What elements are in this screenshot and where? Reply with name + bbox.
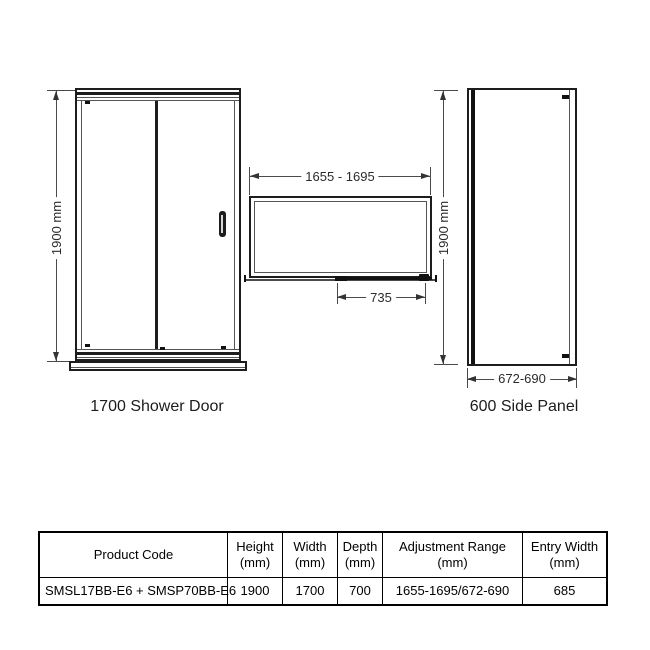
table-header-product-code xyxy=(40,533,227,578)
side-width-dimension-label: 672-690 xyxy=(494,372,550,386)
plan-track-endcap-left xyxy=(244,275,246,282)
header-unit: (mm) xyxy=(294,555,326,570)
shower-door-frame xyxy=(75,88,241,361)
table-cell-product-code: SMSL17BB-E6 + SMSP70BB-E6 xyxy=(45,582,237,598)
header-unit: (mm) xyxy=(239,555,271,570)
plan-dim-arrow-left xyxy=(250,173,259,179)
side-dim-arrow-top xyxy=(440,91,446,100)
table-header-depth xyxy=(337,533,382,578)
side-panel-clamp-bottom xyxy=(562,354,569,358)
side-panel-glass-edge-line xyxy=(569,90,570,364)
door-base-tray xyxy=(69,361,247,371)
entry-dim-arrow-left xyxy=(337,294,346,300)
plan-adjustment-dimension-label: 1655 - 1695 xyxy=(301,170,378,184)
side-view-title: 600 Side Panel xyxy=(469,398,579,415)
table-header-entry-width xyxy=(522,533,606,578)
front-dim-arrow-top xyxy=(53,91,59,100)
header-unit: (mm) xyxy=(549,555,580,570)
door-top-rail-stripe xyxy=(77,92,239,95)
plan-sliding-door-panel xyxy=(335,277,432,280)
side-dim-arrow-bottom xyxy=(440,355,446,364)
door-left-jamb-inner-line xyxy=(81,101,82,349)
header-label: Product Code xyxy=(93,546,174,562)
side-width-arrow-left xyxy=(467,376,476,382)
entry-dimension-label: 735 xyxy=(366,291,396,305)
side-panel-clamp-top xyxy=(562,95,569,99)
header-label: Depth xyxy=(342,538,378,554)
side-panel-wall-profile xyxy=(471,90,475,364)
table-header-height xyxy=(227,533,282,578)
header-label: Entry Width xyxy=(530,538,599,554)
table-cell-adjustment-range: 1655-1695/672-690 xyxy=(382,578,522,604)
plan-door-handle xyxy=(419,274,429,281)
door-roller-bottom-center xyxy=(160,347,165,350)
plan-door-guide-block xyxy=(335,276,347,281)
header-unit: (mm) xyxy=(344,555,376,570)
table-cell-width: 1700 xyxy=(282,578,337,604)
door-top-rail-line-2 xyxy=(77,100,239,101)
side-extension-line-bottom xyxy=(434,364,458,365)
table-header-adjustment-range xyxy=(382,533,522,578)
door-bottom-rail-line xyxy=(77,349,239,350)
door-base-tray-inner-line xyxy=(71,367,245,368)
header-label: Adjustment Range xyxy=(399,538,506,554)
door-bottom-rail-stripe xyxy=(77,352,239,355)
plan-view-inner-frame xyxy=(254,201,427,273)
plan-dim-arrow-right xyxy=(421,173,430,179)
entry-dim-arrow-right xyxy=(416,294,425,300)
plan-extension-line-right xyxy=(430,167,431,195)
entry-extension-line-right xyxy=(425,283,426,304)
plan-track-endcap-right xyxy=(435,275,437,282)
header-unit: (mm) xyxy=(437,555,468,570)
door-panel-divider xyxy=(155,101,158,349)
header-label: Width xyxy=(293,538,327,554)
door-bottom-rail-line-2 xyxy=(77,357,239,358)
door-top-rail-line xyxy=(77,97,239,98)
side-width-arrow-right xyxy=(568,376,577,382)
front-extension-line-top xyxy=(47,90,77,91)
side-extension-line-top xyxy=(434,90,458,91)
table-cell-depth: 700 xyxy=(337,578,382,604)
header-label: Height xyxy=(236,538,274,554)
door-right-jamb-inner-line xyxy=(234,101,235,349)
door-handle-highlight xyxy=(221,215,223,233)
table-cell-height: 1900 xyxy=(227,578,282,604)
front-dim-arrow-bottom xyxy=(53,352,59,361)
side-height-dimension-label: 1900 mm xyxy=(437,197,451,259)
front-height-dimension-label: 1900 mm xyxy=(50,197,64,259)
side-panel-frame xyxy=(467,88,577,366)
table-header-width xyxy=(282,533,337,578)
spec-table xyxy=(38,531,608,606)
door-roller-bottom-right xyxy=(221,346,226,349)
door-handle xyxy=(219,211,226,237)
plan-extension-line-left xyxy=(249,167,250,195)
table-cell-entry-width: 685 xyxy=(522,578,606,604)
door-roller-bottom-left xyxy=(85,344,90,347)
front-view-title: 1700 Shower Door xyxy=(90,398,224,415)
door-roller-top-left xyxy=(85,101,90,104)
